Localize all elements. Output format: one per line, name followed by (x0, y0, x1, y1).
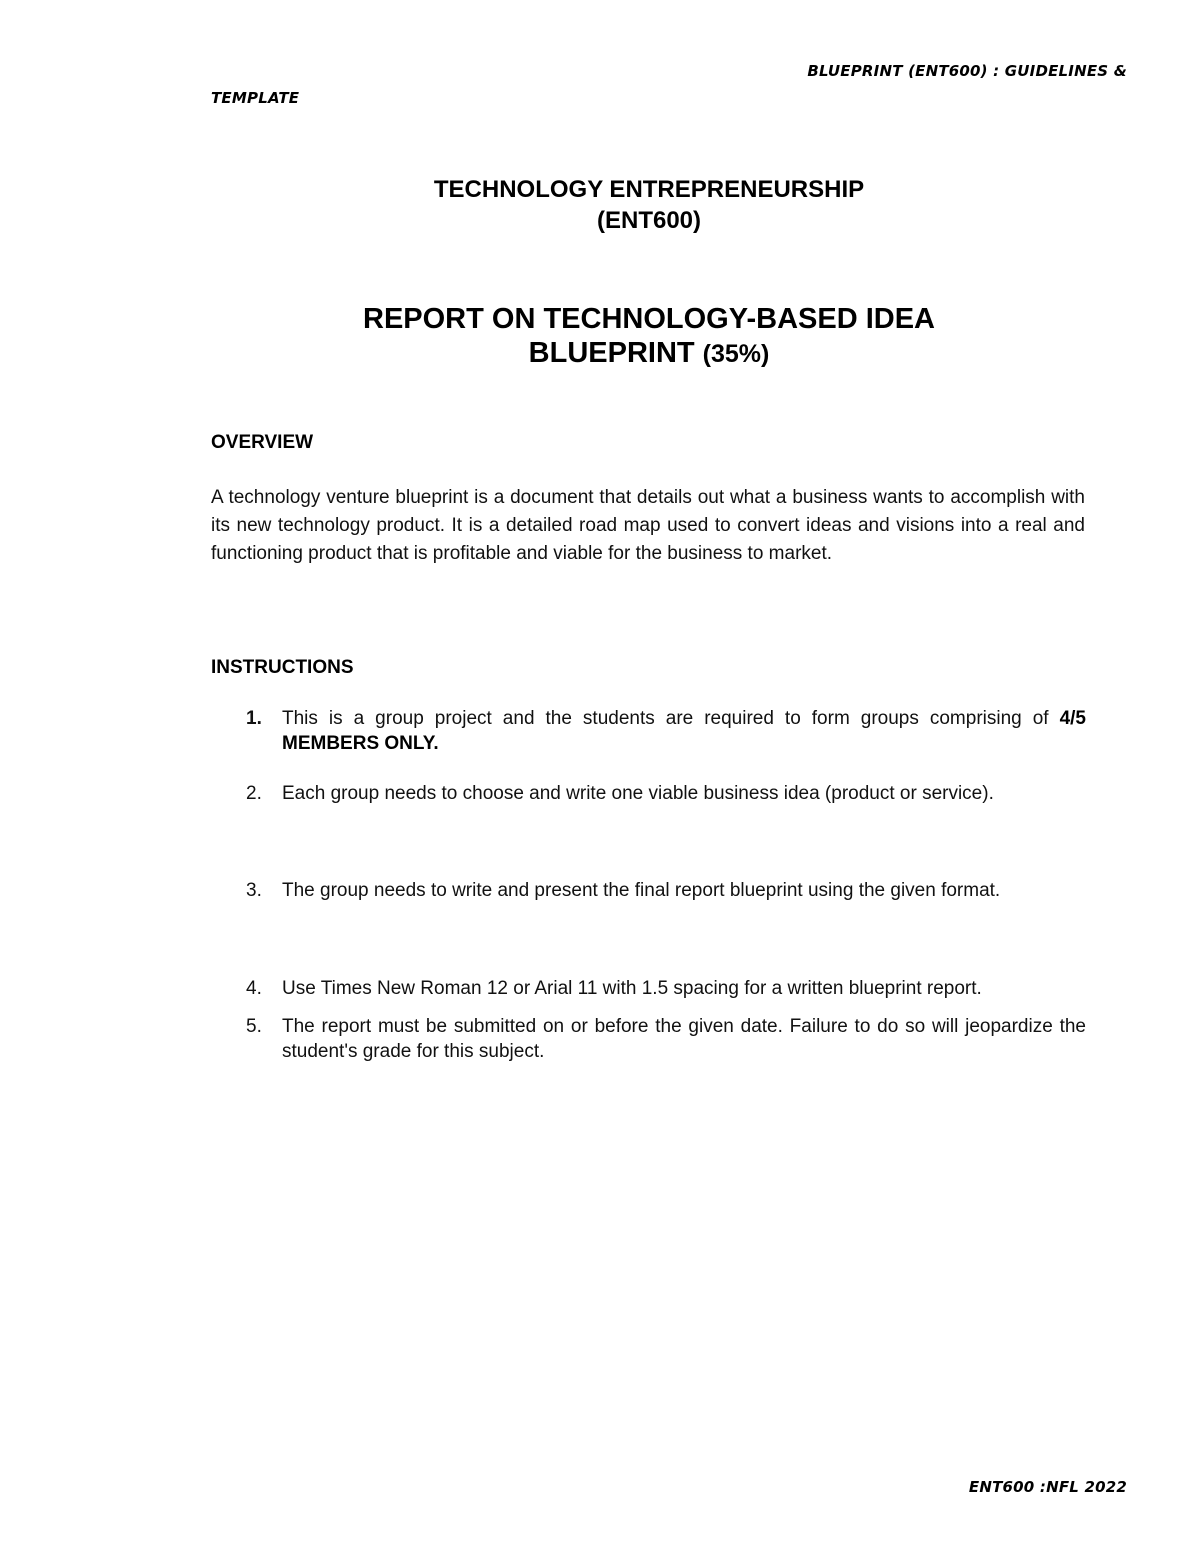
instruction-text-container (282, 706, 1086, 756)
instruction-text: The group needs to write and present the final report blueprint using the given format. (282, 880, 1001, 901)
report-weight: (35%) (702, 340, 770, 368)
instruction-text: This is a group project and the students are required to form groups comprising of (282, 708, 1060, 729)
report-title-block (0, 302, 1200, 371)
running-footer: ENT600 :NFL 2022 (968, 1478, 1127, 1496)
instruction-text: The report must be submitted on or before the given date. Failure to do so will jeopardize the student's grade for this subject. (282, 1016, 1086, 1062)
report-title-line1: REPORT ON TECHNOLOGY-BASED IDEA (363, 303, 935, 335)
course-code: (ENT600) (596, 207, 702, 234)
course-title: TECHNOLOGY ENTREPRENEURSHIP (433, 176, 865, 203)
instruction-number: 1. (246, 708, 262, 729)
report-title-line2 (0, 336, 1200, 371)
instruction-item-4 (246, 976, 1086, 1001)
course-title-block (0, 174, 1200, 236)
running-header-line2: TEMPLATE (211, 89, 300, 107)
instruction-item-3 (246, 878, 1086, 903)
instruction-number: 3. (246, 880, 262, 901)
instruction-item-5 (246, 1014, 1086, 1064)
instruction-text: Use Times New Roman 12 or Arial 11 with 1.5 spacing for a written blueprint report. (282, 978, 982, 999)
instruction-number: 4. (246, 978, 262, 999)
overview-paragraph: A technology venture blueprint is a document that details out what a business wants to accomplish with its new technology product. It is a detailed road map used to convert ideas and visions into a real and functioning product that is profitable and viable for the business to market. (211, 487, 1085, 564)
instruction-number: 2. (246, 783, 262, 804)
running-header-line1: BLUEPRINT (ENT600) : GUIDELINES & (807, 62, 1127, 80)
instruction-text: Each group needs to choose and write one viable business idea (product or service). (282, 783, 994, 804)
report-title-word: BLUEPRINT (528, 337, 703, 369)
instruction-number: 5. (246, 1016, 262, 1037)
overview-heading: OVERVIEW (211, 432, 314, 453)
instruction-item-2 (246, 781, 1086, 806)
instruction-item-1 (246, 706, 1086, 756)
instructions-heading: INSTRUCTIONS (211, 657, 354, 678)
instruction-emphasis: 4/5 MEMBERS ONLY. (282, 708, 1086, 754)
